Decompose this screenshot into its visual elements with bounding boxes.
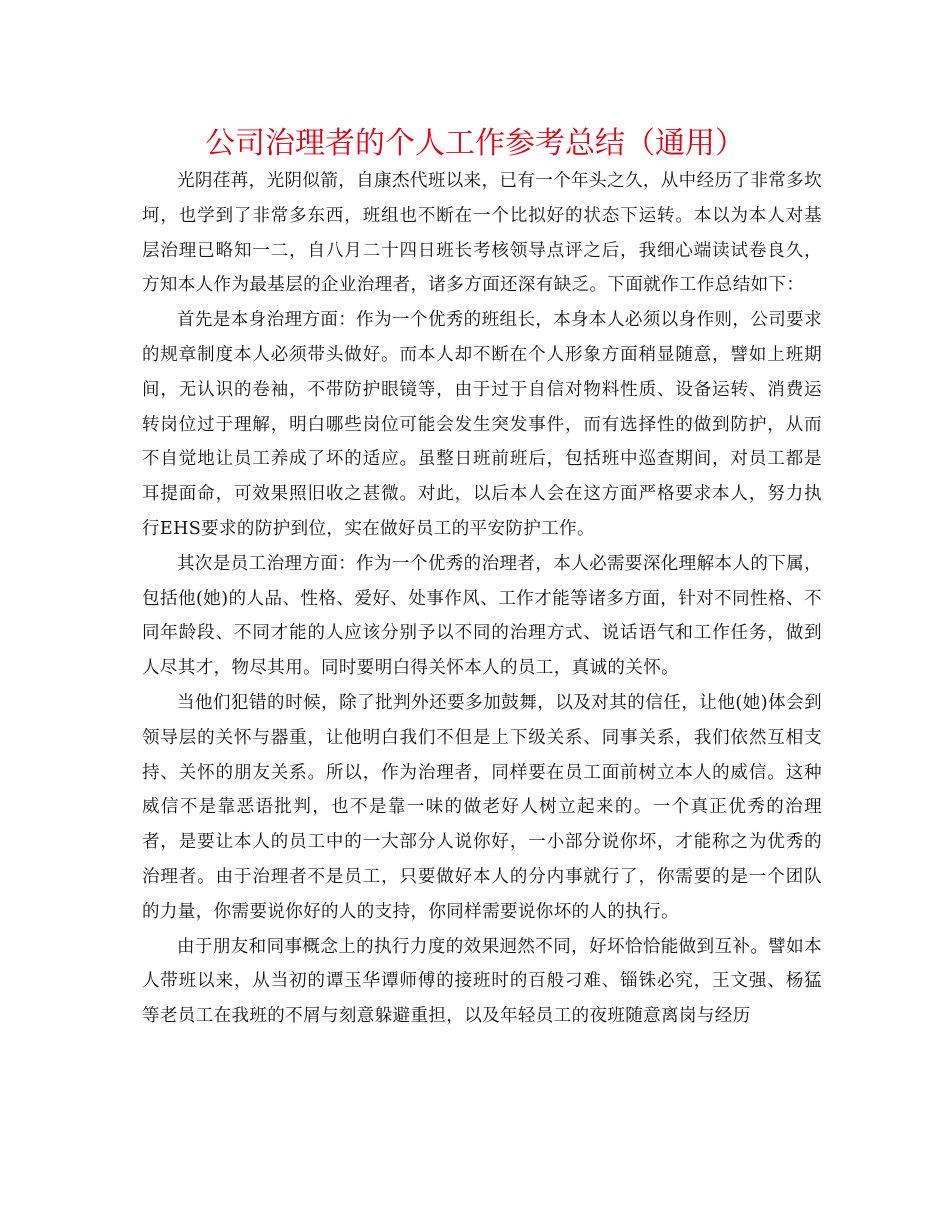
document-title: 公司治理者的个人工作参考总结（通用）	[205, 126, 745, 161]
paragraph-3: 其次是员工治理方面：作为一个优秀的治理者，本人必需要深化理解本人的下属，包括他(她)的人品、性格、爱好、处事作风、工作才能等诸多方面，针对不同性格、不同年龄段、不同才能的人应该分别予以不同的治理方式、说话语气和工作任务，做到人尽其才，物尽其用。同时要明白得关怀本人的员工，真诚的关怀。	[142, 553, 822, 679]
paragraph-1: 光阴荏苒，光阴似箭，自康杰代班以来，已有一个年头之久，从中经历了非常多坎坷，也学到了非常多东西，班组也不断在一个比拟好的状态下运转。本以为本人对基层治理已略知一二，自八月二十四日班长考核领导点评之后，我细心端读试卷良久，方知本人作为最基层的企业治理者，诸多方面还深有缺乏。下面就作工作总结如下：	[142, 171, 822, 296]
paragraph-4: 当他们犯错的时候，除了批判外还要多加鼓舞，以及对其的信任，让他(她)体会到领导层的关怀与器重，让他明白我们不但是上下级关系、同事关系，我们依然互相支持、关怀的朋友关系。所以，作为治理者，同样要在员工面前树立本人的威信。这种威信不是靠恶语批判，也不是靠一味的做老好人树立起来的。一个真正优秀的治理者，是要让本人的员工中的一大部分人说你好，一小部分说你坏，才能称之为优秀的治理者。由于治理者不是员工，只要做好本人的分内事就行了，你需要的是一个团队的力量，你需要说你好的人的支持，你同样需要说你坏的人的执行。	[142, 692, 822, 922]
paragraph-5: 由于朋友和同事概念上的执行力度的效果迥然不同，好坏恰恰能做到互补。譬如本人带班以来，从当初的谭玉华谭师傅的接班时的百般刁难、锱铢必究，王文强、杨猛等老员工在我班的不屑与刻意躲避重担，以及年轻员工的夜班随意离岗与经历	[142, 936, 822, 1027]
document-body	[142, 164, 822, 1034]
paragraph-2: 首先是本身治理方面：作为一个优秀的班组长，本身本人必须以身作则，公司要求的规章制度本人必须带头做好。而本人却不断在个人形象方面稍显随意，譬如上班期间，无认识的卷袖，不带防护眼镜等，由于过于自信对物料性质、设备运转、消费运转岗位过于理解，明白哪些岗位可能会发生突发事件，而有选择性的做到防护，从而不自觉地让员工养成了坏的适应。虽整日班前班后，包括班中巡查期间，对员工都是耳提面命，可效果照旧收之甚微。对此，以后本人会在这方面严格要求本人，努力执行EHS要求的防护到位，实在做好员工的平安防护工作。	[142, 310, 822, 539]
